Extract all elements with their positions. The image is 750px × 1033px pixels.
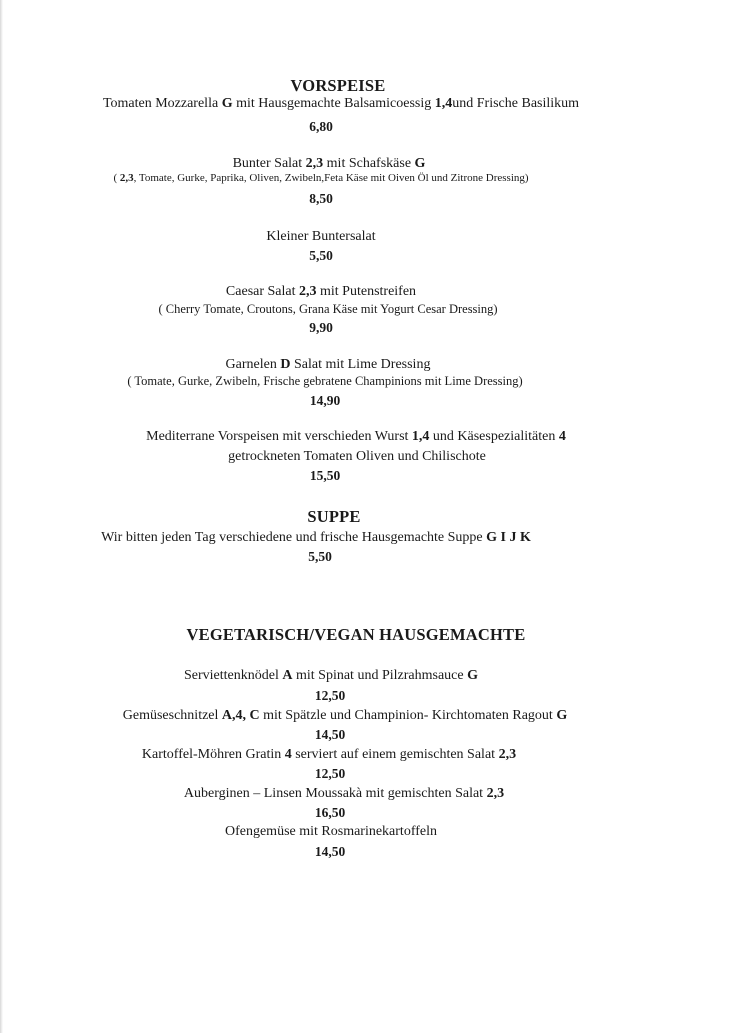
menu-item-serviettenknoedel: Serviettenknödel A mit Spinat und Pilzrahmsauce G	[184, 668, 478, 683]
price-caesar-salat: 9,90	[309, 320, 333, 335]
price-kartoffel-moehren-gratin: 12,50	[314, 766, 346, 781]
price-kleiner-buntersalat: 5,50	[309, 248, 333, 263]
menu-item-bunter-salat: Bunter Salat 2,3 mit Schafskäse G	[232, 156, 426, 171]
price-ofengemuese: 14,50	[314, 844, 346, 859]
menu-item-tagessuppe: Wir bitten jeden Tag verschiedene und frische Hausgemachte Suppe G I J K	[101, 530, 531, 545]
menu-item-kleiner-buntersalat: Kleiner Buntersalat	[266, 229, 376, 244]
price-bunter-salat: 8,50	[309, 191, 333, 206]
section-heading-vegetarisch-vegan: VEGETARISCH/VEGAN HAUSGEMACHTE	[186, 625, 526, 644]
price-serviettenknoedel: 12,50	[314, 688, 346, 703]
note-bunter-salat: ( 2,3, Tomate, Gurke, Paprika, Oliven, Zwibeln,Feta Käse mit Oiven Öl und Zitrone Dressing)	[113, 172, 529, 184]
price-tagessuppe: 5,50	[308, 549, 332, 564]
note-garnelen-salat: ( Tomate, Gurke, Zwibeln, Frische gebratene Champinions mit Lime Dressing)	[127, 374, 523, 388]
menu-item-mediterrane-vorspeisen-line2: getrockneten Tomaten Oliven und Chilischote	[228, 449, 486, 464]
menu-item-caesar-salat: Caesar Salat 2,3 mit Putenstreifen	[225, 284, 417, 299]
menu-item-gemueseschnitzel: Gemüseschnitzel A,4, C mit Spätzle und Champinion- Kirchtomaten Ragout G	[122, 708, 568, 723]
menu-item-garnelen-salat: Garnelen D Salat mit Lime Dressing	[225, 357, 431, 372]
price-gemueseschnitzel: 14,50	[314, 727, 346, 742]
menu-item-mediterrane-vorspeisen: Mediterrane Vorspeisen mit verschieden Wurst 1,4 und Käsespezialitäten 4	[146, 429, 566, 444]
price-auberginen-moussaka: 16,50	[314, 805, 346, 820]
price-tomaten-mozzarella: 6,80	[309, 119, 333, 134]
note-caesar-salat: ( Cherry Tomate, Croutons, Grana Käse mit Yogurt Cesar Dressing)	[158, 302, 498, 316]
menu-item-ofengemuese: Ofengemüse mit Rosmarinekartoffeln	[224, 824, 438, 839]
section-heading-vorspeise: VORSPEISE	[290, 76, 386, 95]
price-mediterrane-vorspeisen: 15,50	[309, 468, 341, 483]
menu-item-tomaten-mozzarella: Tomaten Mozzarella G mit Hausgemachte Balsamicoessig 1,4und Frische Basilikum	[102, 96, 580, 111]
menu-item-auberginen-moussaka: Auberginen – Linsen Moussakà mit gemischten Salat 2,3	[183, 786, 505, 801]
price-garnelen-salat: 14,90	[309, 393, 341, 408]
menu-item-kartoffel-moehren-gratin: Kartoffel-Möhren Gratin 4 serviert auf einem gemischten Salat 2,3	[141, 747, 517, 762]
section-heading-suppe: SUPPE	[307, 507, 361, 526]
